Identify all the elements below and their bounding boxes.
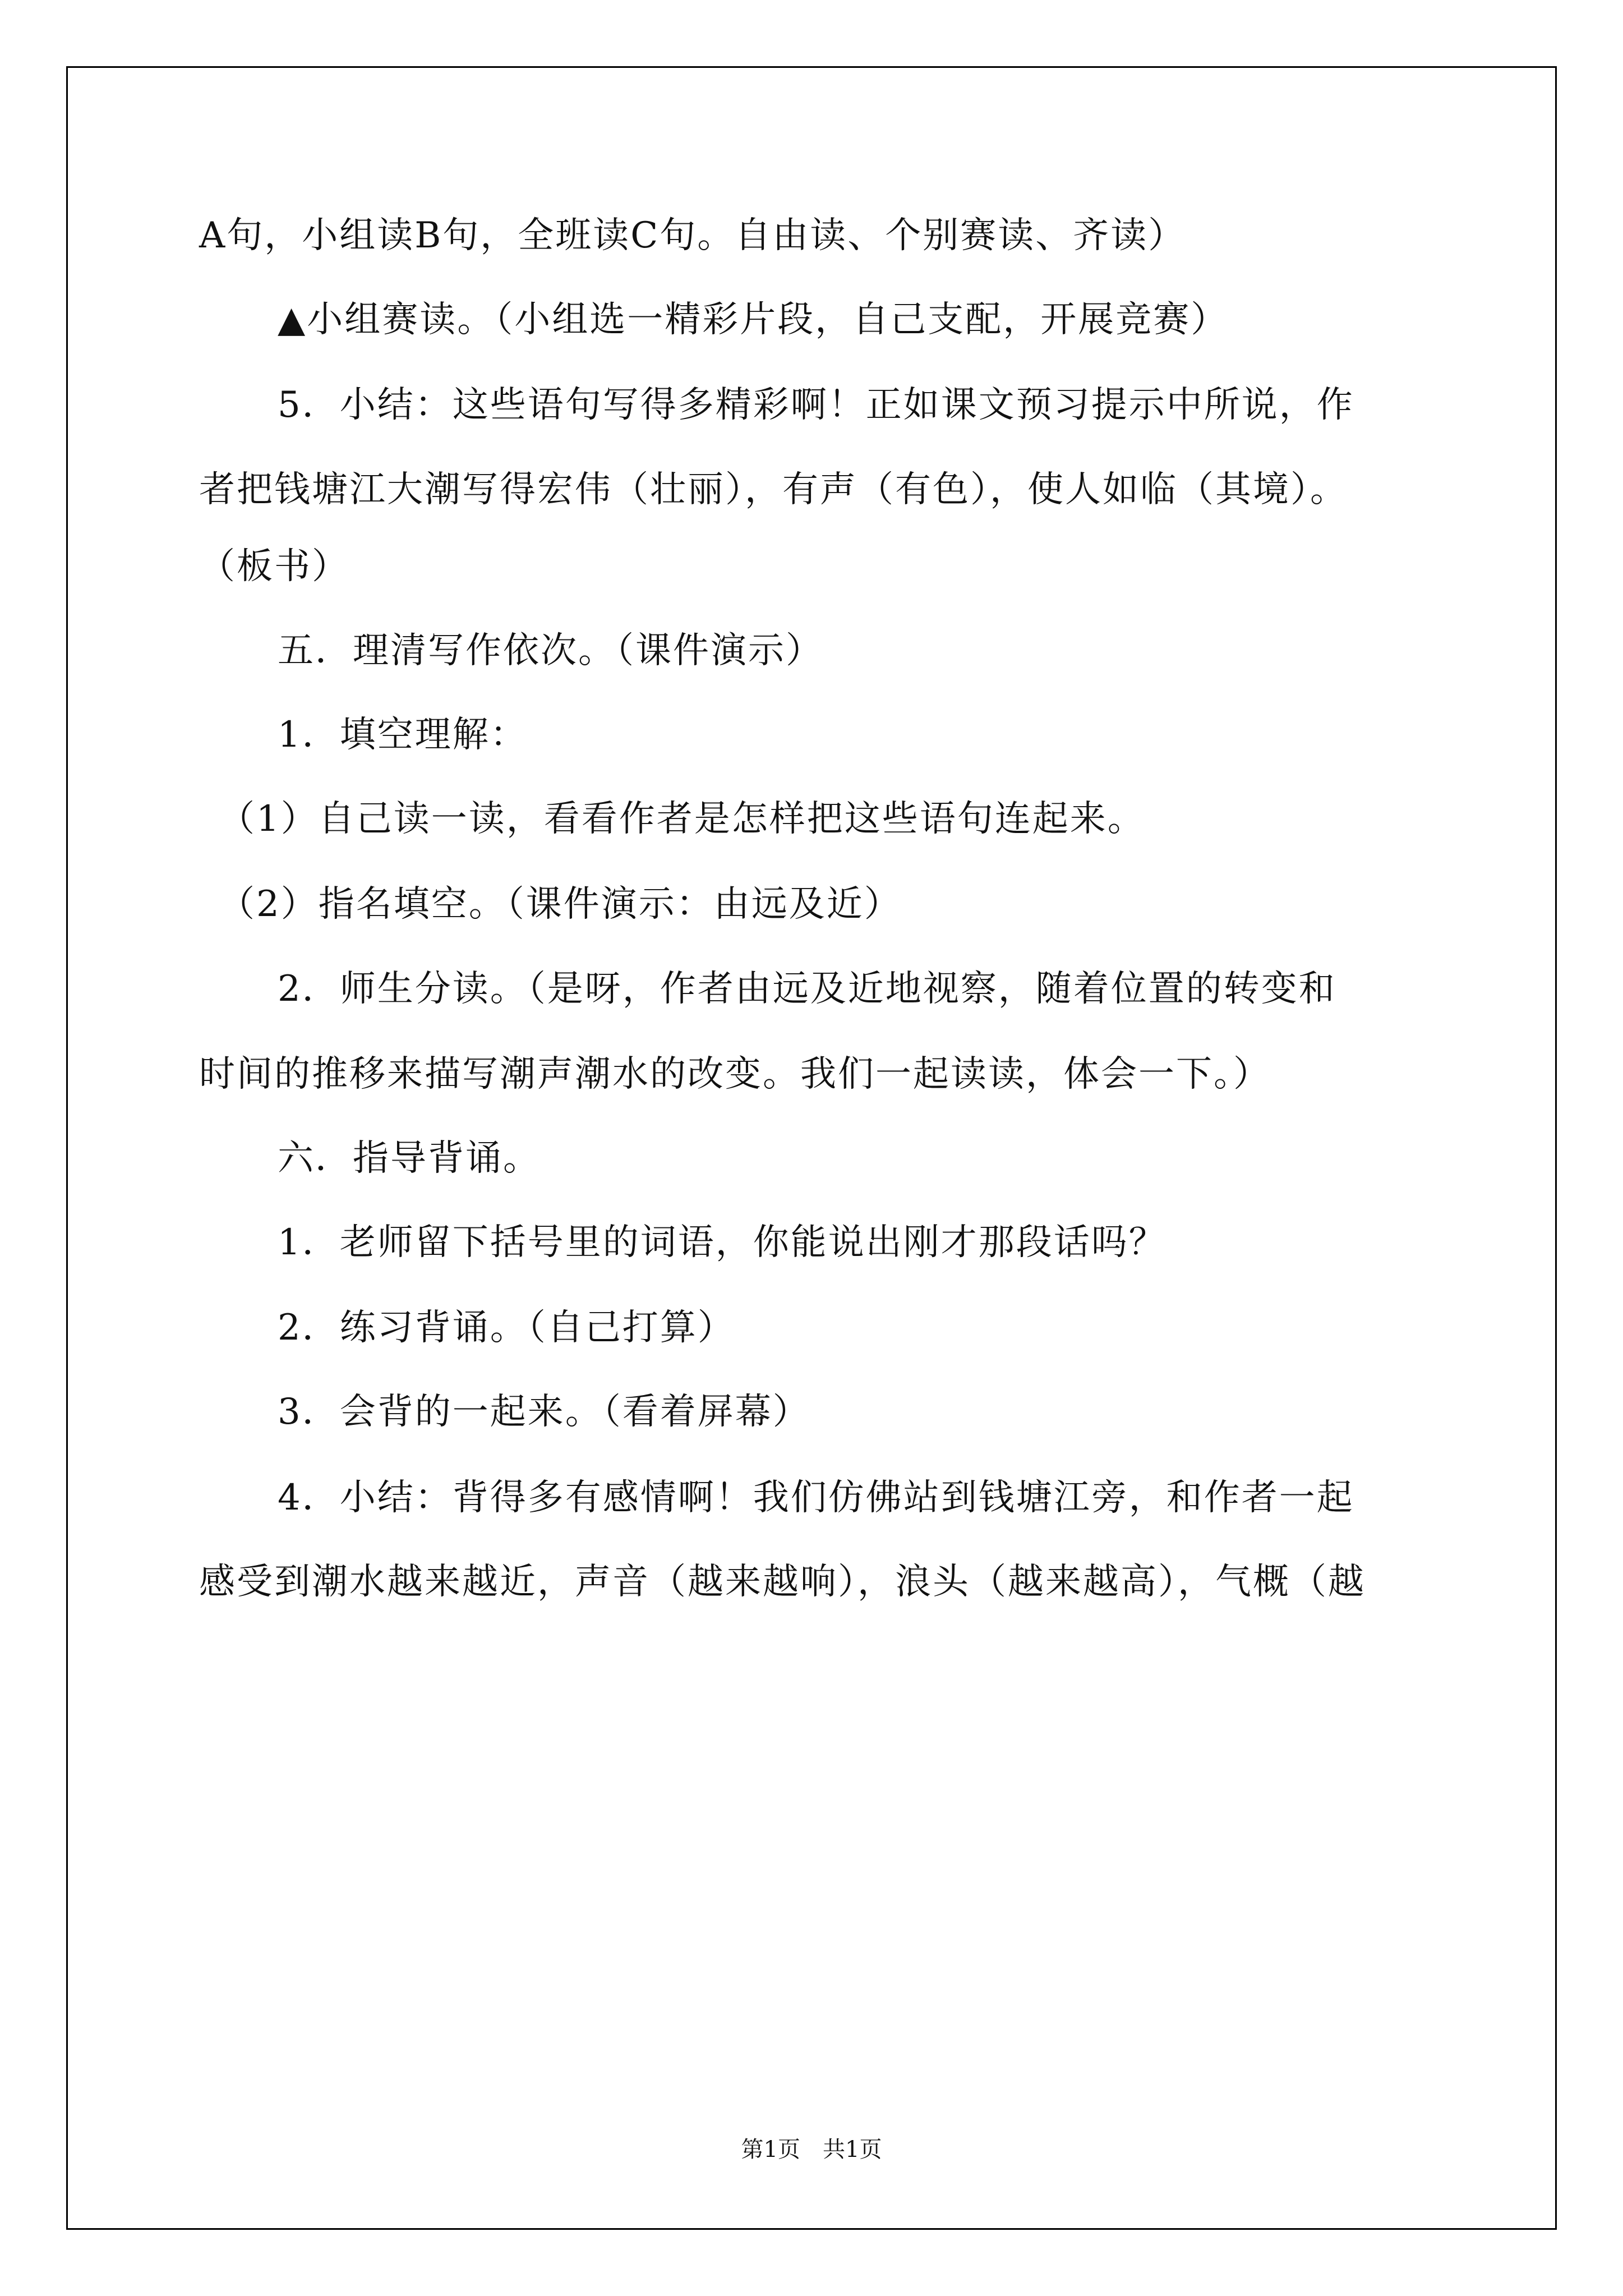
text-line: 1．填空理解： bbox=[278, 714, 528, 756]
text-line: A句，小组读B句，全班读C句。自由读、个别赛读、齐读） bbox=[199, 215, 1186, 256]
text-line: （1）自己读一读，看看作者是怎样把这些语句连起来。 bbox=[219, 798, 1145, 840]
section-heading: 五．理清写作依次。（课件演示） bbox=[278, 630, 823, 671]
text-line: 5．小结：这些语句写得多精彩啊！正如课文预习提示中所说，作 bbox=[278, 384, 1354, 426]
text-line: 感受到潮水越来越近，声音（越来越响），浪头（越来越高），气概（越 bbox=[199, 1561, 1366, 1603]
text-line: 1．老师留下括号里的词语，你能说出刚才那段话吗？ bbox=[278, 1222, 1166, 1263]
text-line: 2．师生分读。（是呀，作者由远及近地视察，随着位置的转变和 bbox=[278, 968, 1336, 1010]
text-line: 4．小结：背得多有感情啊！我们仿佛站到钱塘江旁，和作者一起 bbox=[278, 1477, 1354, 1519]
text-line: （板书） bbox=[199, 546, 349, 587]
text-line: 3．会背的一起来。（看着屏幕） bbox=[278, 1391, 810, 1433]
text-line: 2．练习背诵。（自己打算） bbox=[278, 1307, 735, 1349]
text-line: ▲小组赛读。（小组选一精彩片段，自己支配，开展竞赛） bbox=[278, 299, 1229, 341]
text-line: 时间的推移来描写潮声潮水的改变。我们一起读读，体会一下。） bbox=[199, 1053, 1271, 1095]
text-line: （2）指名填空。（课件演示：由远及近） bbox=[219, 884, 902, 925]
section-heading: 六．指导背诵。 bbox=[278, 1138, 541, 1179]
page-footer: 第1页 共1页 bbox=[741, 2137, 882, 2162]
text-line: 者把钱塘江大潮写得宏伟（壮丽），有声（有色），使人如临（其境）。 bbox=[199, 469, 1348, 510]
